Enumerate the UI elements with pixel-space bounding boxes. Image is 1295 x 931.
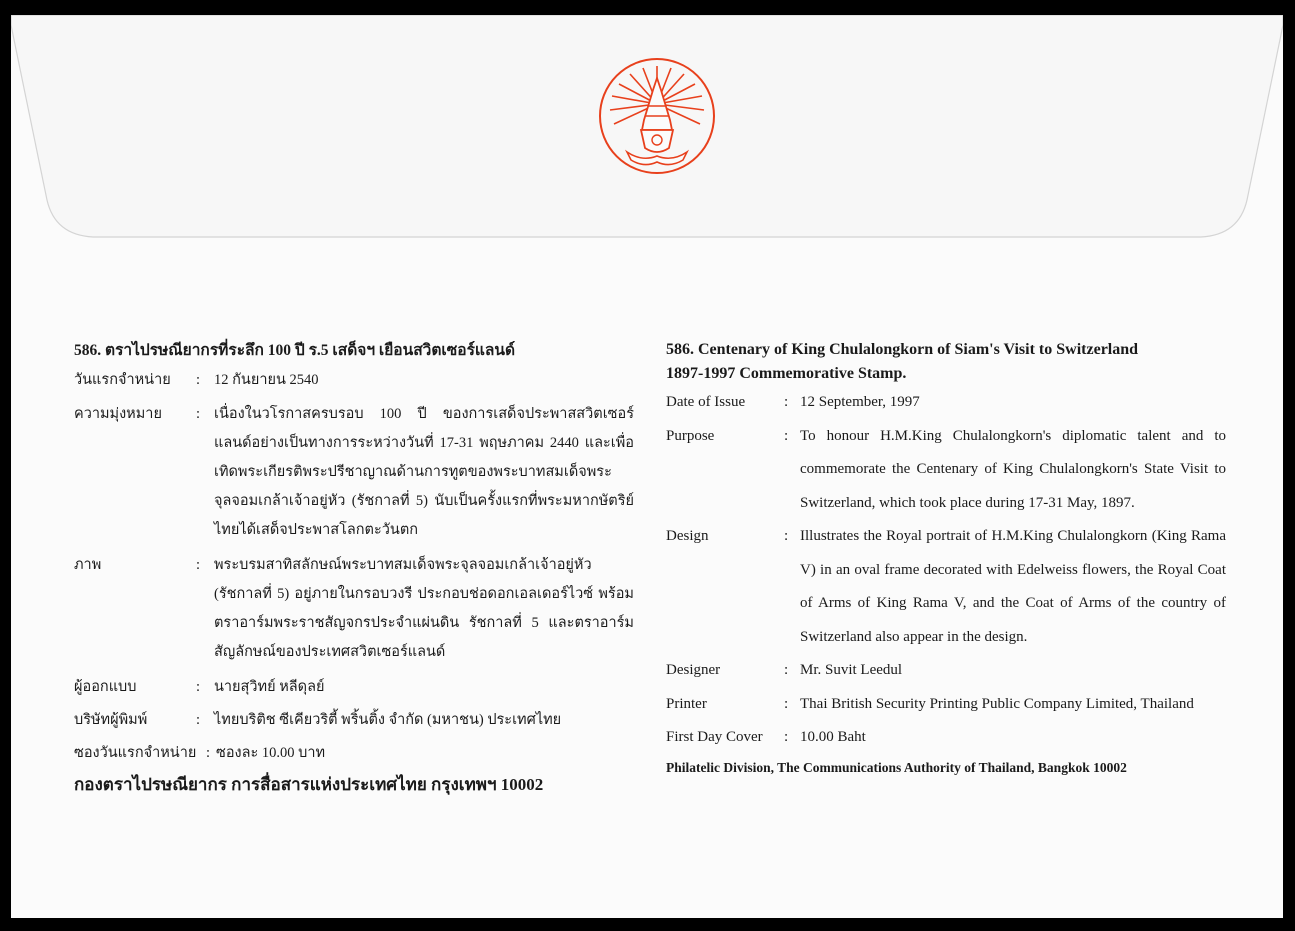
english-value: 12 September, 1997 xyxy=(800,394,920,410)
separator: : xyxy=(196,406,201,422)
english-text-column xyxy=(666,338,1226,779)
thai-footer: กองตราไปรษณียากร การสื่อสารแห่งประเทศไทย กรุงเทพฯ 10002 xyxy=(74,775,544,794)
thai-label: ภาพ xyxy=(74,557,102,573)
separator: : xyxy=(784,729,789,745)
english-heading-line1: 586. Centenary of King Chulalongkorn of Siam's Visit to Switzerland xyxy=(666,341,1139,358)
separator: : xyxy=(206,745,211,761)
english-value: Illustrates the Royal portrait of H.M.King Chulalongkorn (King Rama V) in an oval frame decorated with Edelweiss flowers, the Royal Coat of Arms of King Rama V, and the Coat of Arms of the country of Switzerland also appear in the design. xyxy=(800,528,1226,645)
english-label: Printer xyxy=(666,695,707,712)
english-value: Mr. Suvit Leedul xyxy=(800,662,903,678)
separator: : xyxy=(196,712,201,728)
english-row-printer xyxy=(666,688,1226,722)
thai-value: ไทยบริติช ซีเคียวริตี้ พริ้นติ้ง จำกัด (มหาชน) ประเทศไทย xyxy=(214,712,562,728)
separator: : xyxy=(196,372,201,388)
thai-value: ซองละ 10.00 บาท xyxy=(216,745,326,761)
english-value: To honour H.M.King Chulalongkorn's diplomatic talent and to commemorate the Centenary of King Chulalongkorn's State Visit to Switzerland, which took place during 17-31 May, 1897. xyxy=(800,427,1226,511)
english-footer: Philatelic Division, The Communications Authority of Thailand, Bangkok 10002 xyxy=(666,759,1127,775)
english-row-designer xyxy=(666,654,1226,688)
english-row-design xyxy=(666,520,1226,654)
separator: : xyxy=(784,528,789,544)
separator: : xyxy=(784,695,789,712)
royal-emblem-icon xyxy=(597,56,717,176)
english-label: Purpose xyxy=(666,427,715,444)
english-label: First Day Cover xyxy=(666,729,763,745)
envelope-back xyxy=(11,15,1283,918)
english-row-purpose xyxy=(666,420,1226,521)
separator: : xyxy=(784,662,789,678)
english-value: 10.00 Baht xyxy=(800,729,866,745)
thai-heading: 586. ตราไปรษณียากรที่ระลึก 100 ปี ร.5 เสด็จฯ เยือนสวิตเซอร์แลนด์ xyxy=(74,342,516,359)
thai-value: เนื่องในวโรกาสครบรอบ 100 ปี ของการเสด็จประพาสสวิตเซอร์แลนด์อย่างเป็นทางการระหว่างวันที่ 17-31 พฤษภาคม 2440 และเพื่อเทิดพระเกียรติพระปรีชาญาณด้านการทูตของพระบาทสมเด็จพระจุลจอมเกล้าเจ้าอยู่หัว (รัชกาลที่ 5) นับเป็นครั้งแรกที่พระมหากษัตริย์ไทยได้เสด็จประพาสโลกตะวันตก xyxy=(214,406,634,538)
thai-label: วันแรกจำหน่าย xyxy=(74,372,171,388)
thai-row-fdc xyxy=(74,739,634,768)
thai-row-design xyxy=(74,551,634,667)
thai-value: นายสุวิทย์ หลีดุลย์ xyxy=(214,679,325,695)
english-heading-line2: 1897-1997 Commemorative Stamp. xyxy=(666,365,907,382)
english-label: Design xyxy=(666,528,709,544)
separator: : xyxy=(784,394,789,410)
thai-label: ความมุ่งหมาย xyxy=(74,406,162,422)
separator: : xyxy=(784,427,789,444)
thai-label: บริษัทผู้พิมพ์ xyxy=(74,712,148,728)
thai-label: ผู้ออกแบบ xyxy=(74,679,137,695)
thai-row-issue-date xyxy=(74,366,634,395)
thai-value: พระบรมสาทิสลักษณ์พระบาทสมเด็จพระจุลจอมเกล้าเจ้าอยู่หัว (รัชกาลที่ 5) อยู่ภายในกรอบวงรี ประกอบช่อดอกเอลเดอร์ไวซ์ พร้อมตราอาร์มพระราชสัญจกรประจำแผ่นดิน รัชกาลที่ 5 และตราอาร์มสัญลักษณ์ของประเทศสวิตเซอร์แลนด์ xyxy=(214,557,634,660)
english-value: Thai British Security Printing Public Company Limited, Thailand xyxy=(800,695,1194,712)
thai-row-printer xyxy=(74,706,634,735)
thai-row-purpose xyxy=(74,400,634,545)
thai-value: 12 กันยายน 2540 xyxy=(214,372,319,388)
separator: : xyxy=(196,557,201,573)
english-row-issue-date xyxy=(666,386,1226,420)
thai-row-designer xyxy=(74,673,634,702)
english-label: Date of Issue xyxy=(666,394,746,410)
thai-label: ซองวันแรกจำหน่าย xyxy=(74,745,197,761)
separator: : xyxy=(196,679,201,695)
thai-text-column xyxy=(74,340,634,798)
english-label: Designer xyxy=(666,662,721,678)
english-row-fdc xyxy=(666,721,1226,755)
